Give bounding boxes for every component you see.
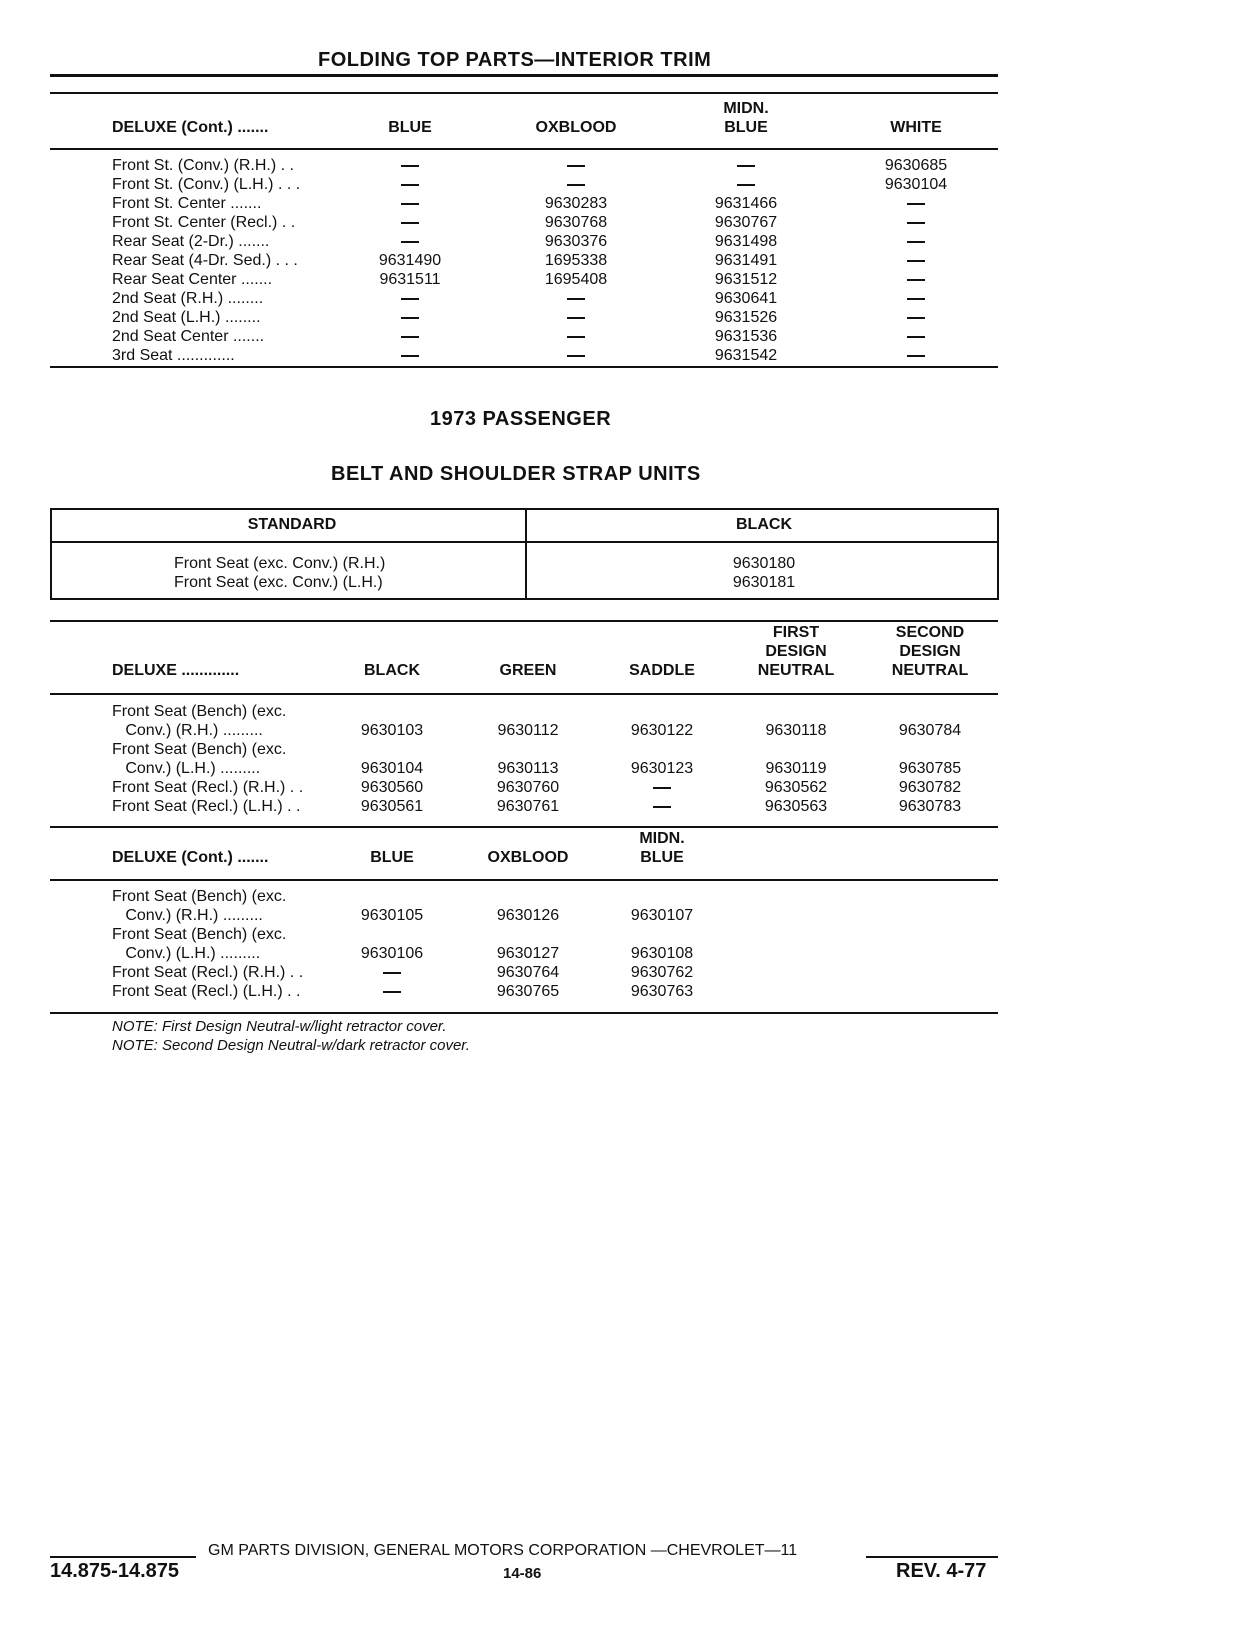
section-title-belt-units: BELT AND SHOULDER STRAP UNITS: [331, 463, 701, 485]
table2-row-value: 9630123: [630, 760, 694, 777]
table1-row-value: 9631466: [714, 195, 778, 212]
table1-rule: [50, 366, 998, 368]
table2-row-value: 9630118: [765, 722, 827, 739]
table2-row-value: 9630760: [496, 779, 560, 796]
title-rule: [50, 74, 998, 77]
table1-row-value: [567, 156, 585, 175]
table3-row-value: 9630108: [630, 945, 694, 962]
table1-row-value: [907, 232, 925, 251]
table2-row-value: 9630119: [765, 760, 827, 777]
table1-row-value: [401, 194, 419, 213]
table3-row-label: Front Seat (Bench) (exc. Conv.) (L.H.) .........: [112, 926, 287, 962]
table2-row-value: 9630562: [764, 779, 828, 796]
table1-row-value: 9630767: [714, 214, 778, 231]
standard-table-divider: [525, 510, 527, 598]
table1-row-value: [401, 213, 419, 232]
table1-row-label: Rear Seat (2-Dr.) .......: [112, 233, 270, 250]
footer-publisher: GM PARTS DIVISION, GENERAL MOTORS CORPORATION —CHEVROLET—11: [208, 1542, 798, 1559]
table2-row-value: 9630563: [764, 798, 828, 815]
table1-row-label: 2nd Seat (R.H.) ........: [112, 290, 264, 307]
table1-row-value: [737, 175, 755, 194]
table3-header-2: OXBLOOD: [487, 849, 569, 866]
table1-row-value: 9631526: [714, 309, 778, 326]
table1-row-value: [907, 213, 925, 232]
table1-row-value: [907, 270, 925, 289]
table1-row-value: 1695338: [544, 252, 608, 269]
section-title-passenger: 1973 PASSENGER: [430, 408, 612, 430]
table1-row-value: [567, 175, 585, 194]
standard-belt-table: [50, 508, 999, 600]
table2-row-value: 9630561: [360, 798, 424, 815]
table1-row-label: Front St. (Conv.) (R.H.) . .: [112, 157, 294, 174]
table2-row-value: 9630782: [898, 779, 962, 796]
table1-rule: [50, 92, 998, 94]
standard-table-header-rule: [52, 541, 997, 543]
table1-row-label: Front St. Center .......: [112, 195, 262, 212]
table1-row-label: Rear Seat Center .......: [112, 271, 273, 288]
table1-row-value: [907, 194, 925, 213]
table1-header-0: DELUXE (Cont.) .......: [112, 119, 269, 136]
table1-row-value: 9631536: [714, 328, 778, 345]
table1-row-value: [401, 289, 419, 308]
table2-header-2: GREEN: [499, 662, 557, 679]
table1-row-value: [401, 156, 419, 175]
table1-row-value: 9631498: [714, 233, 778, 250]
table2-row-value: 9630122: [630, 722, 694, 739]
table1-row-value: 9630685: [884, 157, 948, 174]
table3-row-value: 9630127: [496, 945, 560, 962]
table1-row-value: [401, 327, 419, 346]
table1-header-4: WHITE: [890, 119, 942, 136]
page-title: FOLDING TOP PARTS—INTERIOR TRIM: [318, 49, 712, 71]
table2-row-value: 9630113: [497, 760, 559, 777]
table3-rule: [50, 879, 998, 881]
table1-row-label: 2nd Seat (L.H.) ........: [112, 309, 261, 326]
table3-row-value: 9630126: [496, 907, 560, 924]
table2-row-value: 9630785: [898, 760, 962, 777]
table1-header-3: MIDN. BLUE: [723, 100, 769, 136]
footer-page-number: 14-86: [503, 1565, 542, 1582]
footer-rule-right: [866, 1556, 998, 1558]
standard-row-value: 9630180: [732, 555, 796, 572]
table2-row-value: 9630560: [360, 779, 424, 796]
table1-row-value: 9630104: [884, 176, 948, 193]
table2-row-value: 9630784: [898, 722, 962, 739]
table2-row-label: Front Seat (Bench) (exc. Conv.) (L.H.) .........: [112, 741, 287, 777]
table2-row-value: 9630761: [496, 798, 560, 815]
table1-row-value: [907, 251, 925, 270]
table2-header-0: DELUXE .............: [112, 662, 240, 679]
table1-row-value: 9630283: [544, 195, 608, 212]
table1-row-value: 9630376: [544, 233, 608, 250]
standard-row-label: Front Seat (exc. Conv.) (R.H.): [174, 555, 386, 572]
standard-header: STANDARD: [247, 516, 337, 533]
table1-rule: [50, 148, 998, 150]
table2-row-value: 9630112: [497, 722, 559, 739]
table3-rule: [50, 1012, 998, 1014]
table3-header-3: MIDN. BLUE: [639, 830, 685, 866]
table2-row-value: [653, 778, 671, 797]
table1-row-value: [567, 346, 585, 365]
table3-row-label: Front Seat (Recl.) (L.H.) . .: [112, 983, 301, 1000]
table1-row-label: 2nd Seat Center .......: [112, 328, 265, 345]
table1-row-value: [401, 232, 419, 251]
table1-row-value: 9631491: [714, 252, 778, 269]
table1-row-value: [907, 346, 925, 365]
table1-row-value: [907, 327, 925, 346]
table1-row-value: [907, 289, 925, 308]
table1-row-value: [401, 346, 419, 365]
table3-header-1: BLUE: [370, 849, 414, 866]
table3-row-value: 9630765: [496, 983, 560, 1000]
table1-row-label: Rear Seat (4-Dr. Sed.) . . .: [112, 252, 298, 269]
table1-row-value: 9631490: [378, 252, 442, 269]
table1-row-label: 3rd Seat .............: [112, 347, 235, 364]
table1-header-2: OXBLOOD: [535, 119, 617, 136]
table1-row-value: [907, 308, 925, 327]
table2-row-value: 9630104: [360, 760, 424, 777]
table2-row-value: [653, 797, 671, 816]
table3-row-value: 9630763: [630, 983, 694, 1000]
table3-rule: [50, 826, 998, 828]
table2-row-label: Front Seat (Recl.) (R.H.) . .: [112, 779, 304, 796]
table3-row-value: 9630105: [360, 907, 424, 924]
table3-header-0: DELUXE (Cont.) .......: [112, 849, 269, 866]
table3-row-value: 9630764: [496, 964, 560, 981]
table1-row-value: 9631512: [714, 271, 778, 288]
table3-row-label: Front Seat (Bench) (exc. Conv.) (R.H.) .........: [112, 888, 287, 924]
table1-row-value: 9631511: [379, 271, 441, 288]
standard-row-value: 9630181: [732, 574, 796, 591]
table1-row-value: 9630768: [544, 214, 608, 231]
table1-row-label: Front St. (Conv.) (L.H.) . . .: [112, 176, 301, 193]
table2-row-value: 9630783: [898, 798, 962, 815]
table2-rule: [50, 693, 998, 695]
table1-header-1: BLUE: [388, 119, 432, 136]
table2-row-label: Front Seat (Recl.) (L.H.) . .: [112, 798, 301, 815]
table1-row-value: 9630641: [714, 290, 778, 307]
table3-row-value: 9630762: [630, 964, 694, 981]
table3-row-value: [383, 963, 401, 982]
table3-row-value: 9630107: [630, 907, 694, 924]
table3-row-value: [383, 982, 401, 1001]
table2-header-1: BLACK: [364, 662, 420, 679]
table1-row-value: 1695408: [544, 271, 608, 288]
black-header: BLACK: [736, 516, 792, 533]
table1-row-value: [567, 327, 585, 346]
table1-row-label: Front St. Center (Recl.) . .: [112, 214, 296, 231]
footer-section-number: 14.875-14.875: [50, 1560, 180, 1582]
table2-rule: [50, 620, 998, 622]
table2-row-value: 9630103: [360, 722, 424, 739]
footer-rule-left: [50, 1556, 196, 1558]
note-second-design: NOTE: Second Design Neutral-w/dark retractor cover.: [112, 1037, 470, 1054]
table1-row-value: [401, 308, 419, 327]
standard-row-label: Front Seat (exc. Conv.) (L.H.): [174, 574, 383, 591]
table1-row-value: [567, 289, 585, 308]
footer-revision: REV. 4-77: [896, 1560, 987, 1582]
table1-row-value: [737, 156, 755, 175]
table2-header-4: FIRST DESIGN NEUTRAL: [757, 624, 835, 679]
table1-row-value: [567, 308, 585, 327]
table1-row-value: [401, 175, 419, 194]
table2-header-3: SADDLE: [629, 662, 695, 679]
table2-row-label: Front Seat (Bench) (exc. Conv.) (R.H.) .........: [112, 703, 287, 739]
table3-row-label: Front Seat (Recl.) (R.H.) . .: [112, 964, 304, 981]
table2-header-5: SECOND DESIGN NEUTRAL: [891, 624, 969, 679]
table1-row-value: 9631542: [714, 347, 778, 364]
note-first-design: NOTE: First Design Neutral-w/light retractor cover.: [112, 1018, 447, 1035]
table3-row-value: 9630106: [360, 945, 424, 962]
